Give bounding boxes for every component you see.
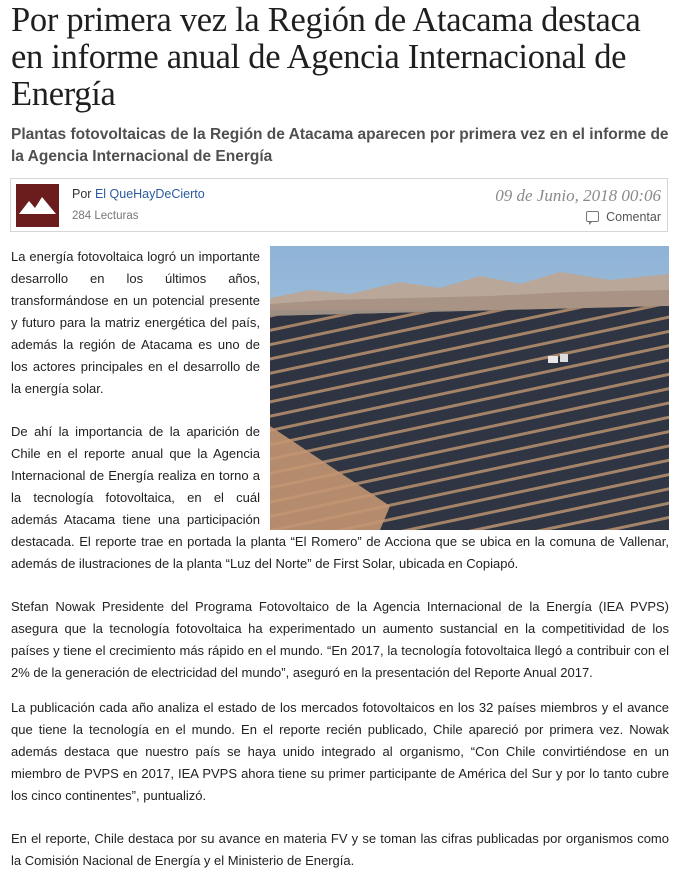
author-avatar[interactable] — [16, 184, 59, 227]
paragraph-2: De ahí la importancia de la aparición de Chile en el reporte anual que la Agencia Internacional de Energía realiza en torno a la tecnología fotovoltaica, en el cuál además Atacama tiene una participación destacada. El reporte trae en portada la planta “El Romero” de Acciona que se ubica en la comuna de Vallenar, además de ilustraciones de la planta “Luz del Norte” de First Solar, ubicada en Copiapó. — [11, 424, 669, 571]
read-count: 284 Lecturas — [72, 210, 139, 222]
mountain-logo-icon — [16, 184, 59, 227]
byline-box — [10, 178, 668, 232]
comment-icon — [586, 211, 599, 222]
publish-date: 09 de Junio, 2018 00:06 — [495, 186, 661, 205]
by-label: Por — [72, 187, 92, 201]
paragraph-3: Stefan Nowak Presidente del Programa Fotovoltaico de la Agencia Internacional de la Energía (IEA PVPS) asegura que la tecnología fotovoltaica ha experimentado un aumento sustancial en la competitividad de los países y tiene el crecimiento más rápido en el mundo. “En 2017, la tecnología fotovoltaica llegó a contribuir con el 2% de la generación de electricidad del mundo”, aseguró en la presentación del Reporte Anual 2017. — [11, 599, 669, 680]
byline-author-line — [72, 187, 205, 201]
author-link[interactable]: El QueHayDeCierto — [94, 187, 205, 201]
comment-link[interactable] — [586, 210, 661, 224]
paragraph-1: La energía fotovoltaica logró un importante desarrollo en los últimos años, transformándose en un potencial presente y futuro para la matriz energética del país, además la región de Atacama es uno de los actores principales en el desarrollo de la energía solar. — [11, 249, 260, 396]
comment-label: Comentar — [606, 210, 661, 224]
article-body — [11, 246, 669, 893]
paragraph-5: En el reporte, Chile destaca por su avance en materia FV y se toman las cifras publicadas por organismos como la Comisión Nacional de Energía y el Ministerio de Energía. — [11, 831, 669, 868]
article-title: Por primera vez la Región de Atacama destaca en informe anual de Agencia Internacional de Energía — [11, 1, 641, 113]
paragraph-4: La publicación cada año analiza el estado de los mercados fotovoltaicos en los 32 países miembros y el avance que tiene la tecnología en el mundo. En el reporte recién publicado, Chile apareció por primera vez. Nowak además destaca que nuestro país se haya unido integrado al organismo, “Con Chile convirtiéndose en un miembro de PVPS en 2017, IEA PVPS ahora tiene su primer participante de América del Sur y por lo tanto cubre los cinco continentes”, puntualizó. — [11, 700, 669, 803]
article-subtitle: Plantas fotovoltaicas de la Región de Atacama aparecen por primera vez en el informe de la Agencia Internacional de Energía — [11, 126, 669, 165]
solar-plant-photo — [270, 246, 669, 530]
solar-field-image — [270, 246, 669, 530]
